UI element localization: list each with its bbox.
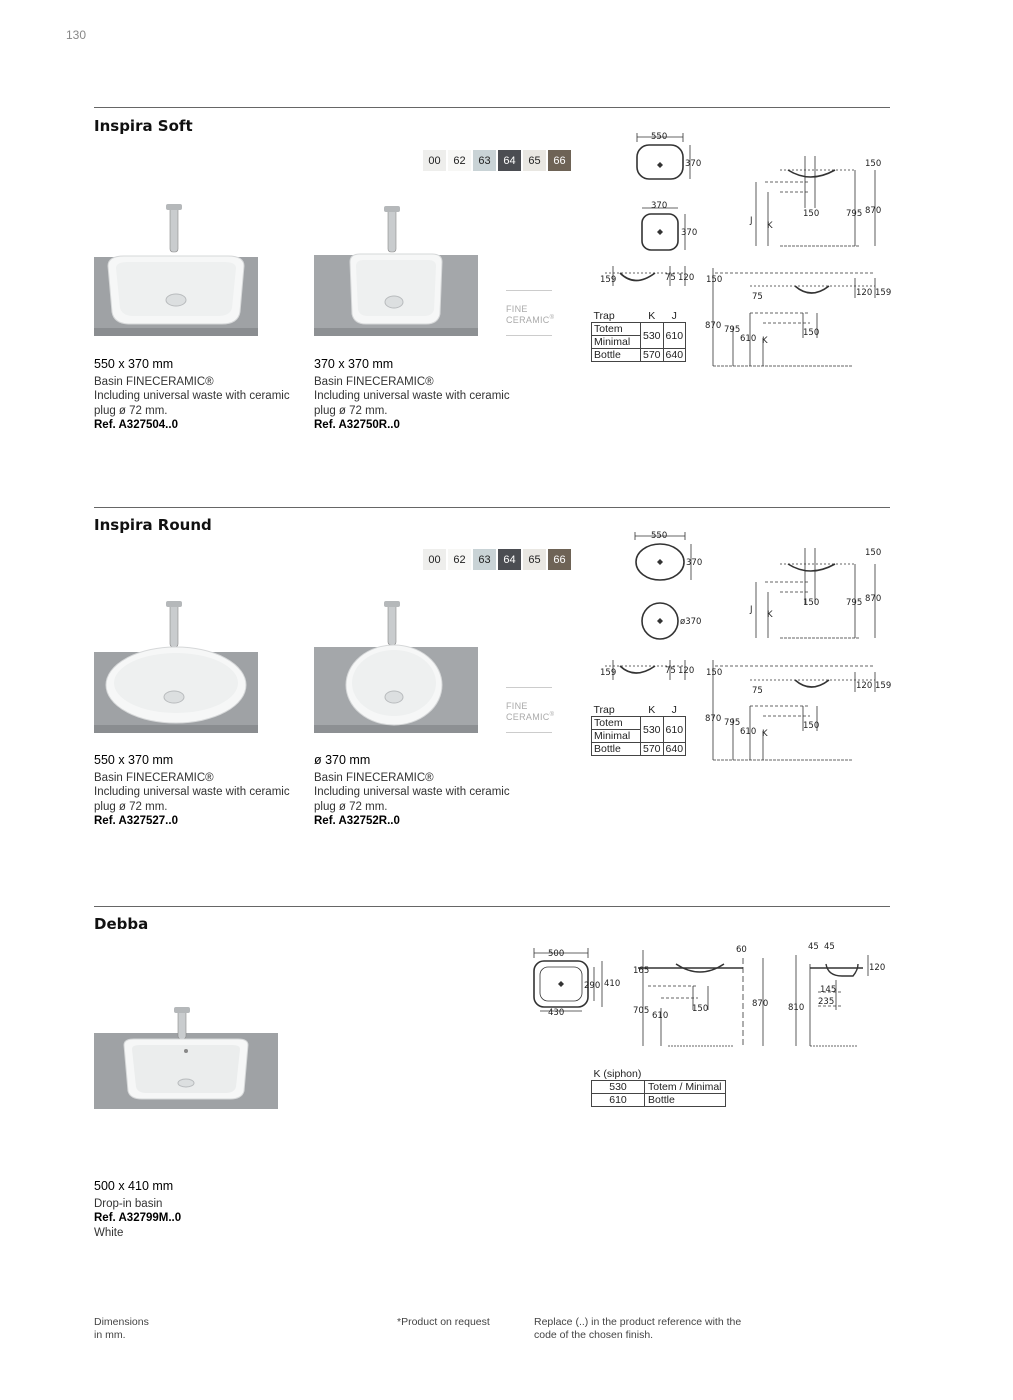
dim-label: 870 bbox=[865, 206, 882, 216]
trap-cell: Totem bbox=[592, 323, 641, 336]
product-desc: Basin FINECERAMIC® bbox=[94, 771, 214, 784]
product-card bbox=[314, 753, 524, 829]
product-card bbox=[94, 1179, 304, 1240]
trap-table bbox=[591, 704, 686, 756]
dim-label: 410 bbox=[604, 979, 621, 989]
footer-dimensions-note bbox=[94, 1316, 149, 1342]
product-desc: Including universal waste with ceramic bbox=[314, 390, 510, 402]
finish-swatches bbox=[423, 549, 571, 570]
trap-cell: Minimal bbox=[592, 730, 641, 743]
product-desc: plug ø 72 mm. bbox=[314, 404, 388, 417]
product-size: 370 x 370 mm bbox=[314, 357, 394, 371]
dim-label: 430 bbox=[548, 1008, 565, 1018]
section-title: Debba bbox=[94, 915, 149, 933]
product-photo-drop-in-basin bbox=[94, 1005, 278, 1109]
dim-label: K bbox=[762, 336, 768, 346]
dim-label: 145 bbox=[820, 985, 837, 995]
swatch-63: 63 bbox=[473, 150, 496, 171]
product-size: 500 x 410 mm bbox=[94, 1179, 174, 1193]
swatch-65: 65 bbox=[523, 549, 546, 570]
registered-mark: ® bbox=[549, 315, 555, 321]
product-desc: plug ø 72 mm. bbox=[94, 800, 168, 813]
product-ref: Ref. A327504..0 bbox=[94, 419, 178, 431]
section-title: Inspira Round bbox=[94, 516, 212, 534]
dim-label: K bbox=[767, 221, 773, 231]
dim-label: K bbox=[762, 729, 768, 739]
dim-label: 75 bbox=[665, 273, 676, 283]
dim-label: 550 bbox=[651, 531, 668, 541]
trap-cell: 610 bbox=[663, 323, 686, 349]
product-desc: Drop-in basin bbox=[94, 1197, 163, 1210]
dim-label: 45 bbox=[824, 942, 835, 952]
dim-label: 610 bbox=[740, 727, 757, 737]
dim-label: 550 bbox=[651, 132, 668, 142]
dim-label: K bbox=[767, 610, 773, 620]
dim-label: 610 bbox=[652, 1011, 669, 1021]
trap-cell: 530 bbox=[641, 323, 664, 349]
k-table-cell: Totem / Minimal bbox=[645, 1081, 726, 1094]
product-desc: Including universal waste with ceramic bbox=[94, 390, 290, 402]
product-card bbox=[94, 357, 304, 433]
product-ref: Ref. A327527..0 bbox=[94, 815, 178, 827]
dim-label: 60 bbox=[736, 945, 747, 955]
dim-label: 120 bbox=[678, 273, 695, 283]
technical-drawing bbox=[528, 940, 890, 1055]
dim-label: 705 bbox=[633, 1006, 650, 1016]
k-table-header: K (siphon) bbox=[593, 1068, 642, 1080]
page-number: 130 bbox=[66, 28, 87, 42]
section-divider bbox=[94, 507, 890, 508]
dim-label: 795 bbox=[846, 598, 863, 608]
dim-label: 795 bbox=[846, 209, 863, 219]
fine-ceramic-logo bbox=[506, 290, 555, 336]
trap-cell: 570 bbox=[641, 349, 664, 362]
product-photo-basin-round bbox=[314, 597, 478, 733]
product-ref: Ref. A32750R..0 bbox=[314, 419, 400, 431]
trap-header: K bbox=[648, 704, 656, 716]
dim-label: 870 bbox=[752, 999, 769, 1009]
k-siphon-table bbox=[591, 1068, 726, 1107]
dim-label: 870 bbox=[705, 714, 722, 724]
dim-label: 370 bbox=[685, 159, 702, 169]
dim-label: 290 bbox=[584, 981, 601, 991]
k-table-cell: 530 bbox=[592, 1081, 645, 1094]
product-photo-basin-oval bbox=[94, 200, 258, 336]
trap-cell: 640 bbox=[663, 743, 686, 756]
dim-label: 150 bbox=[692, 1004, 709, 1014]
product-color: White bbox=[94, 1226, 124, 1239]
dim-label: 75 bbox=[752, 292, 763, 302]
registered-mark: ® bbox=[549, 712, 555, 718]
trap-header: Trap bbox=[593, 310, 615, 322]
dim-label: 45 bbox=[808, 942, 819, 952]
product-desc: Including universal waste with ceramic bbox=[314, 786, 510, 798]
trap-header: Trap bbox=[593, 704, 615, 716]
dim-label: 150 bbox=[803, 721, 820, 731]
footer-text: in mm. bbox=[94, 1329, 126, 1341]
trap-table bbox=[591, 310, 686, 362]
dim-label: 120 bbox=[869, 963, 886, 973]
swatch-63: 63 bbox=[473, 549, 496, 570]
swatch-64: 64 bbox=[498, 150, 521, 171]
product-card bbox=[314, 357, 524, 433]
trap-cell: Bottle bbox=[592, 743, 641, 756]
product-size: 550 x 370 mm bbox=[94, 357, 174, 371]
trap-cell: 610 bbox=[663, 717, 686, 743]
footer-text: code of the chosen finish. bbox=[534, 1329, 654, 1341]
product-size: 550 x 370 mm bbox=[94, 753, 174, 767]
dim-label: 150 bbox=[865, 548, 882, 558]
footer-replace-note bbox=[534, 1316, 741, 1342]
product-ref: Ref. A32752R..0 bbox=[314, 815, 400, 827]
dim-label: 370 bbox=[651, 201, 668, 211]
dim-label: J bbox=[750, 216, 753, 226]
product-photo-basin-square bbox=[314, 200, 478, 336]
dim-label: 120 bbox=[856, 288, 873, 298]
dim-label: 120 bbox=[678, 666, 695, 676]
fine-ceramic-line1: FINE bbox=[506, 701, 528, 711]
dim-label: 500 bbox=[548, 949, 565, 959]
product-desc: Basin FINECERAMIC® bbox=[314, 375, 434, 388]
trap-header: K bbox=[648, 310, 656, 322]
product-card bbox=[94, 753, 304, 829]
dim-label: 150 bbox=[865, 159, 882, 169]
trap-cell: 570 bbox=[641, 743, 664, 756]
dim-label: 159 bbox=[875, 288, 892, 298]
fine-ceramic-line2: CERAMIC bbox=[506, 712, 550, 722]
dim-label: 810 bbox=[788, 1003, 805, 1013]
dim-label: 870 bbox=[865, 594, 882, 604]
fine-ceramic-line1: FINE bbox=[506, 304, 528, 314]
product-desc: Basin FINECERAMIC® bbox=[94, 375, 214, 388]
product-ref: Ref. A32799M..0 bbox=[94, 1212, 182, 1224]
section-divider bbox=[94, 107, 890, 108]
dim-label: J bbox=[750, 605, 753, 615]
trap-cell: Minimal bbox=[592, 336, 641, 349]
product-desc: plug ø 72 mm. bbox=[94, 404, 168, 417]
footer-text: *Product on request bbox=[397, 1316, 490, 1328]
section-divider bbox=[94, 906, 890, 907]
dim-label: 159 bbox=[600, 668, 617, 678]
footer-request-note bbox=[397, 1316, 490, 1329]
dim-label: 150 bbox=[706, 668, 723, 678]
dim-label: 795 bbox=[724, 718, 741, 728]
swatch-65: 65 bbox=[523, 150, 546, 171]
swatch-62: 62 bbox=[448, 549, 471, 570]
product-desc: Basin FINECERAMIC® bbox=[314, 771, 434, 784]
dim-label: 370 bbox=[681, 228, 698, 238]
trap-cell: 640 bbox=[663, 349, 686, 362]
dim-label: 610 bbox=[740, 334, 757, 344]
dim-label: 870 bbox=[705, 321, 722, 331]
product-photo-basin-oval bbox=[94, 597, 258, 733]
fine-ceramic-line2: CERAMIC bbox=[506, 315, 550, 325]
trap-cell: Totem bbox=[592, 717, 641, 730]
dim-label: 795 bbox=[724, 325, 741, 335]
k-table-cell: 610 bbox=[592, 1094, 645, 1107]
section-title: Inspira Soft bbox=[94, 117, 193, 135]
trap-cell: 530 bbox=[641, 717, 664, 743]
trap-cell: Bottle bbox=[592, 349, 641, 362]
swatch-00: 00 bbox=[423, 150, 446, 171]
dim-label: 120 bbox=[856, 681, 873, 691]
dim-label: 165 bbox=[633, 966, 650, 976]
footer-text: Replace (..) in the product reference with the bbox=[534, 1316, 742, 1328]
dim-label: 370 bbox=[686, 558, 703, 568]
product-desc: plug ø 72 mm. bbox=[314, 800, 388, 813]
dim-label: 75 bbox=[752, 686, 763, 696]
dim-label: 150 bbox=[706, 275, 723, 285]
dim-label: 159 bbox=[875, 681, 892, 691]
swatch-66: 66 bbox=[548, 549, 571, 570]
product-size: ø 370 mm bbox=[314, 753, 371, 767]
trap-header: J bbox=[671, 310, 677, 322]
finish-swatches bbox=[423, 150, 571, 171]
dim-label: 150 bbox=[803, 598, 820, 608]
dim-label: 235 bbox=[818, 997, 835, 1007]
swatch-64: 64 bbox=[498, 549, 521, 570]
k-table-cell: Bottle bbox=[645, 1094, 726, 1107]
fine-ceramic-logo bbox=[506, 687, 555, 733]
swatch-66: 66 bbox=[548, 150, 571, 171]
dim-label: 150 bbox=[803, 209, 820, 219]
product-desc: Including universal waste with ceramic bbox=[94, 786, 290, 798]
dim-label: 150 bbox=[803, 328, 820, 338]
dim-label: 75 bbox=[665, 666, 676, 676]
dim-label: 159 bbox=[600, 275, 617, 285]
footer-text: Dimensions bbox=[94, 1316, 149, 1328]
dim-label: ø370 bbox=[680, 617, 702, 627]
swatch-62: 62 bbox=[448, 150, 471, 171]
trap-header: J bbox=[671, 704, 677, 716]
swatch-00: 00 bbox=[423, 549, 446, 570]
